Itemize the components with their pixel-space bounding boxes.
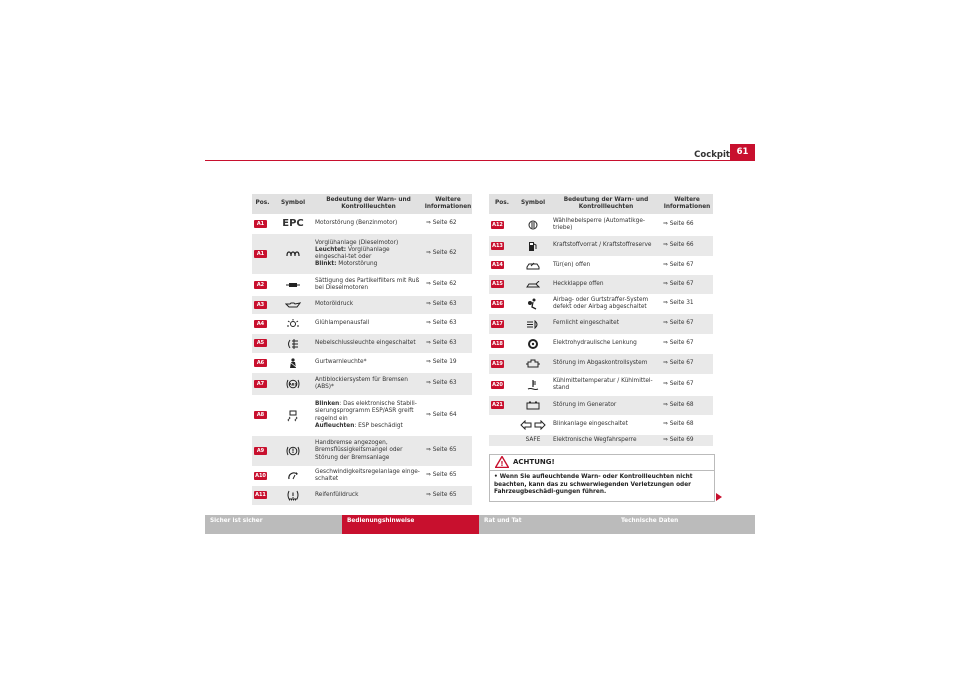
table-row: [252, 214, 472, 234]
page-reference: ⇒ Seite 69: [661, 435, 713, 446]
pos-badge: A9: [254, 447, 267, 455]
table-row: [489, 236, 713, 256]
oil-can-icon: [285, 301, 301, 309]
pos-badge: A8: [254, 411, 267, 419]
row-meaning: Tür(en) offen: [553, 261, 591, 268]
col-header-info: Weitere Informationen: [661, 194, 713, 214]
pos-badge: A1: [254, 220, 267, 228]
page-reference: ⇒ Seite 67: [663, 261, 694, 268]
row-meaning: Elektronische Wegfahrsperre: [551, 435, 661, 446]
battery-icon: [526, 401, 540, 410]
pos-badge: A15: [492, 281, 503, 288]
pos-badge: A14: [492, 262, 503, 269]
row-meaning: Handbremse angezogen, Bremsflüssigkeitsmangel oder Störung der Bremsanlage: [313, 436, 424, 466]
pos-badge: A12: [492, 221, 503, 228]
pos-badge: A20: [492, 381, 503, 388]
steering-icon: [527, 338, 539, 350]
table-row: [489, 435, 713, 446]
abs-icon: [286, 379, 300, 389]
bulb-failure-icon: [287, 319, 299, 329]
warning-header: [490, 455, 714, 471]
table-row: [252, 353, 472, 373]
table-row: [252, 373, 472, 395]
coolant-icon: [527, 379, 539, 391]
page-reference: ⇒ Seite 67: [661, 354, 713, 374]
table-row: [489, 354, 713, 374]
row-meaning: Elektrohydraulische Lenkung: [553, 340, 637, 347]
tyre-pressure-icon: [287, 490, 299, 501]
page-reference: ⇒ Seite 65: [424, 436, 472, 466]
col-header-meaning: Bedeutung der Warn- und Kontrollleuchten: [313, 194, 424, 214]
glow-plug-icon: [286, 250, 300, 258]
table-row: [252, 436, 472, 466]
pos-badge: A3: [254, 301, 267, 309]
row-meaning: Wählhebelsperre (Automatikge-triebe): [553, 217, 646, 231]
row-meaning: Gurtwarnleuchte*: [315, 359, 367, 366]
page-reference: ⇒ Seite 65: [426, 472, 457, 479]
esp-icon: [287, 410, 299, 422]
page-reference: ⇒ Seite 67: [663, 381, 694, 388]
page-reference: ⇒ Seite 68: [661, 396, 713, 415]
pos-badge: A4: [254, 320, 267, 328]
row-meaning: Blinkanlage eingeschaltet: [553, 421, 628, 428]
page-reference: ⇒ Seite 68: [663, 421, 694, 428]
row-meaning: Airbag- oder Gurtstraffer-System defekt oder Airbag abgeschaltet: [553, 296, 649, 310]
row-meaning: Motorstörung (Benzinmotor): [315, 220, 398, 227]
row-meaning: Glühlampenausfall: [315, 320, 370, 327]
warning-title: ACHTUNG!: [513, 458, 555, 466]
table-row: [252, 314, 472, 334]
col-header-info: Weitere Informationen: [424, 194, 472, 214]
pos-badge: A13: [492, 242, 503, 249]
exhaust-icon: [526, 359, 540, 369]
warning-text: • Wenn Sie aufleuchtende Warn- oder Kontrollleuchten nicht beachten, kann das zu schwerwiegenden Verletzungen oder Fahrzeugbeschädi-gungen führen.: [494, 474, 693, 496]
table-row: [489, 374, 713, 396]
pos-badge: A2: [254, 281, 267, 289]
table-row: [252, 334, 472, 353]
table-row: [252, 296, 472, 314]
door-open-icon: [526, 262, 540, 270]
brake-icon: [286, 446, 300, 456]
seatbelt-icon: [288, 358, 298, 369]
high-beam-icon: [526, 320, 540, 329]
row-meaning: Störung im Abgaskontrollsystem: [551, 354, 661, 374]
page-reference: ⇒ Seite 63: [426, 320, 457, 327]
col-header-symbol: Symbol: [515, 194, 551, 214]
row-meaning: Geschwindigkeitsregelanlage einge-schaltet: [315, 468, 420, 482]
page-reference: ⇒ Seite 62: [426, 220, 457, 227]
turn-signal-icon: [520, 420, 546, 430]
header-rule: [205, 160, 730, 161]
table-row: [489, 396, 713, 415]
table-row: [252, 466, 472, 486]
safe-text-symbol: SAFE: [515, 435, 551, 446]
svg-text:!: !: [291, 448, 295, 455]
page-reference: ⇒ Seite 62: [426, 281, 457, 288]
pos-badge: A10: [255, 472, 266, 479]
airbag-icon: [527, 298, 539, 310]
continue-arrow-icon: [716, 493, 722, 501]
footer-nav: [205, 515, 755, 534]
rear-fog-light-icon: [287, 339, 299, 349]
row-meaning: Nebelschlussleuchte eingeschaltet: [313, 334, 424, 353]
page-reference: ⇒ Seite 66: [663, 221, 694, 228]
svg-text:!: !: [500, 460, 504, 468]
row-meaning: Kraftstoffvorrat / Kraftstoffreserve: [551, 236, 661, 256]
pos-badge: A6: [254, 359, 267, 367]
row-meaning: Antiblockiersystem für Bremsen (ABS)*: [313, 373, 424, 395]
pos-badge: A11: [255, 492, 266, 499]
page-reference: ⇒ Seite 62: [424, 234, 472, 274]
table-row: [252, 395, 472, 436]
row-meaning: Kühlmitteltemperatur / Kühlmittel-stand: [553, 377, 653, 391]
warning-lights-table-left: [252, 194, 472, 505]
page-reference: ⇒ Seite 64: [426, 411, 457, 418]
footer-tab-rat-und-tat[interactable]: Rat und Tat: [484, 518, 522, 524]
col-header-pos: Pos.: [489, 194, 515, 214]
pos-badge: A17: [492, 320, 503, 327]
table-row: [252, 234, 472, 274]
footer-tab-sicher[interactable]: Sicher ist sicher: [210, 518, 263, 524]
table-row: [489, 294, 713, 314]
gear-lever-lock-icon: [527, 220, 539, 230]
row-meaning: Motoröldruck: [313, 296, 424, 314]
page-number: 61: [730, 144, 755, 161]
row-meaning: Sättigung des Partikelfilters mit Ruß bei Dieselmotoren: [315, 277, 420, 291]
svg-text:ABS: ABS: [288, 382, 298, 387]
epc-icon: EPC: [282, 217, 304, 229]
footer-tab-technische-daten[interactable]: Technische Daten: [621, 518, 679, 524]
col-header-symbol: Symbol: [273, 194, 313, 214]
table-row: [252, 274, 472, 296]
row-meaning: Fernlicht eingeschaltet: [551, 314, 661, 334]
pos-badge: A18: [492, 340, 503, 347]
row-meaning: Heckklappe offen: [551, 275, 661, 294]
table-row: [252, 486, 472, 505]
cruise-control-icon: [287, 471, 299, 481]
pos-badge: A1: [254, 250, 267, 258]
fuel-pump-icon: [528, 241, 538, 252]
warning-lights-table-right: [489, 194, 713, 446]
row-meaning: Störung im Generator: [551, 396, 661, 415]
pos-badge: A21: [492, 402, 503, 409]
page-reference: ⇒ Seite 66: [661, 236, 713, 256]
pos-badge: A19: [492, 360, 503, 367]
page-reference: ⇒ Seite 31: [663, 300, 694, 307]
warning-box: [489, 454, 715, 502]
row-meaning: Blinken: Das elektronische Stabili-sierungsprogramm ESP/ASR greift regelnd ein Aufleuchten: ESP beschädigt: [315, 401, 417, 429]
pos-badge: A5: [254, 339, 267, 347]
table-row: [489, 334, 713, 354]
page-title: Cockpit: [694, 150, 730, 160]
page-reference: ⇒ Seite 63: [424, 373, 472, 395]
page-reference: ⇒ Seite 63: [424, 296, 472, 314]
table-row: [489, 256, 713, 275]
col-header-pos: Pos.: [252, 194, 273, 214]
pos-badge: A16: [492, 300, 503, 307]
particle-filter-icon: [286, 281, 300, 289]
page-reference: ⇒ Seite 19: [426, 359, 457, 366]
page-reference: ⇒ Seite 67: [661, 314, 713, 334]
row-meaning: Reifenfülldruck: [313, 486, 424, 505]
pos-badge: A7: [254, 380, 267, 388]
table-row: [489, 275, 713, 294]
row-meaning: Vorglühanlage (Dieselmotor) Leuchtet: Vorglühanlage eingeschal-tet oder Blinkt: Motorstörung: [313, 234, 424, 274]
table-row: [489, 314, 713, 334]
col-header-meaning: Bedeutung der Warn- und Kontrollleuchten: [551, 194, 661, 214]
table-row: [489, 415, 713, 435]
page-reference: ⇒ Seite 65: [424, 486, 472, 505]
footer-tab-bedienungshinweise[interactable]: Bedienungshinweise: [342, 515, 479, 534]
tailgate-open-icon: [526, 281, 540, 289]
page-reference: ⇒ Seite 67: [661, 275, 713, 294]
page-reference: ⇒ Seite 63: [424, 334, 472, 353]
page-reference: ⇒ Seite 67: [663, 340, 694, 347]
warning-triangle-icon: [495, 456, 509, 468]
table-row: [489, 214, 713, 236]
